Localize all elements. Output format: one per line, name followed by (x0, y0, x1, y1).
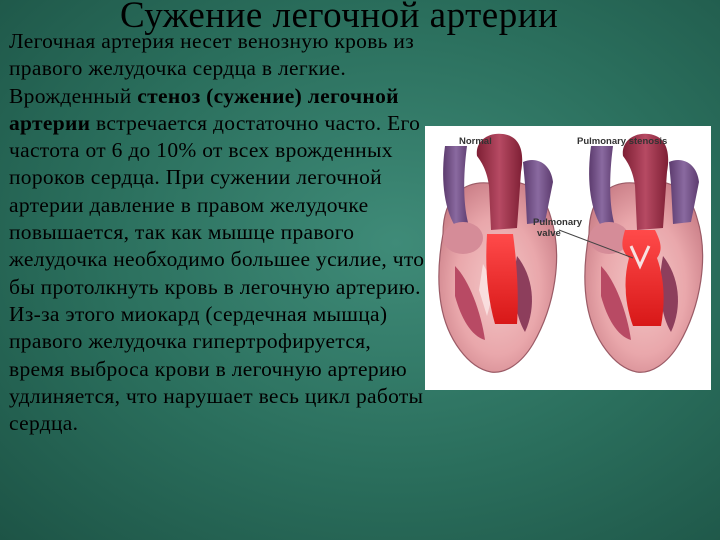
label-pulmonary-stenosis: Pulmonary stenosis (577, 136, 668, 147)
slide-title: Сужение легочной артерии (120, 0, 559, 36)
heart-illustration (425, 126, 711, 390)
body-text-part1: Легочная артерия несет венозную кровь из правого желудочка сердца в легкие. Врожденный (9, 29, 415, 108)
body-text-part2: встречается достаточно часто. Его частота от 6 до 10% от всех врожденных пороков сердца. При сужении легочной артерии давление в правом желудочке повышается, так как мышце правого желудочка необходимо большее усилие, что бы протолкнуть кровь в легочную артерию. Из-за этого миокард (сердечная мышца) правого желудочка гипертрофируется, время выброса крови в легочную артерию удлиняется, что нарушает весь цикл работы сердца. (9, 110, 425, 436)
label-pulmonary-valve-2: valve (537, 228, 561, 239)
heart-diagram (425, 126, 711, 390)
label-normal: Normal (459, 136, 492, 147)
label-pulmonary-valve-1: Pulmonary (533, 217, 583, 228)
body-paragraph (9, 28, 429, 437)
body-text-bold: стеноз (сужение) легочной артерии (9, 83, 399, 135)
